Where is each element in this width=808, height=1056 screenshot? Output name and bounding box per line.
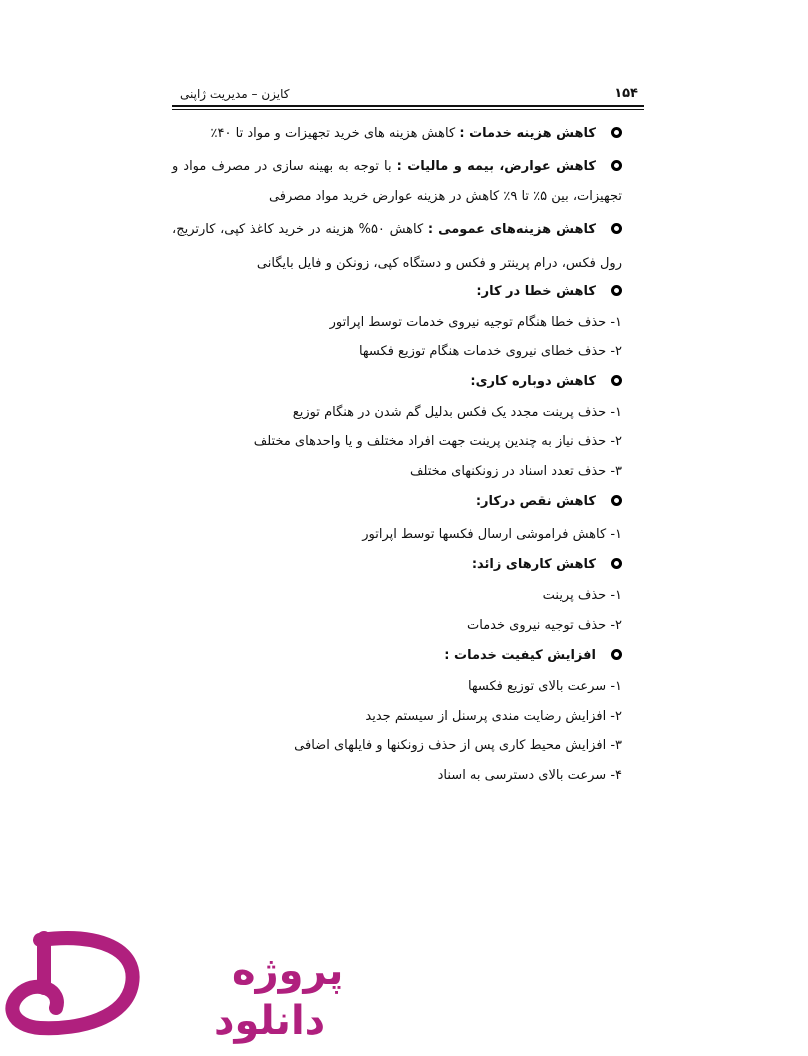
section-title: کاهش خطا در کار: [476, 284, 596, 299]
section-text-continued: رول فکس، درام پرینتر و فکس و دستگاه کپی، زونکن و فایل بایگانی [256, 256, 622, 271]
circle-bullet-icon [611, 375, 622, 386]
section-title: کاهش کارهای زائد: [471, 557, 596, 572]
section-defect-reduction [476, 491, 622, 513]
list-item: ۱- سرعت بالای توزیع فکسها [467, 679, 622, 694]
circle-bullet-icon [611, 223, 622, 234]
section-rework-reduction [470, 371, 622, 393]
running-header [172, 84, 644, 104]
section-title: کاهش دوباره کاری: [470, 374, 596, 389]
section-text: کاهش هزینه های خرید تجهیزات و مواد تا ۴۰٪ [210, 126, 456, 141]
book-title: کایزن – مدیریت ژاپنی [180, 87, 290, 101]
logo-text-bottom: دانلود [214, 998, 326, 1044]
watermark-logo [0, 926, 344, 1056]
section-fees-insurance-line [172, 156, 622, 178]
section-waste-reduction [472, 554, 622, 576]
list-item: ۱- حذف پرینت مجدد یک فکس بدلیل گم شدن در هنگام توزیع [292, 405, 622, 420]
list-item: ۱- کاهش فراموشی ارسال فکسها توسط اپراتور [362, 527, 622, 542]
section-title: کاهش هزینه خدمات : [459, 126, 596, 141]
circle-bullet-icon [611, 649, 622, 660]
logo-swoosh [12, 938, 132, 1028]
circle-bullet-icon [611, 558, 622, 569]
section-quality-improvement [444, 645, 622, 667]
circle-bullet-icon [611, 127, 622, 138]
list-item: ۱- حذف پرینت [542, 588, 622, 603]
circle-bullet-icon [611, 160, 622, 171]
header-rule-thick [172, 105, 644, 107]
header-rule-thin [172, 109, 644, 110]
section-text: با توجه به بهینه سازی در مصرف مواد و [172, 159, 392, 174]
circle-bullet-icon [611, 495, 622, 506]
section-title: کاهش هزینه‌های عمومی : [427, 222, 596, 237]
section-text-continued: تجهیزات، بین ۵٪ تا ۹٪ کاهش در هزینه عوارض خرید مواد مصرفی [268, 189, 622, 204]
list-item: ۲- حذف نیاز به چندین پرینت جهت افراد مختلف و یا واحدهای مختلف [253, 434, 622, 449]
list-item: ۳- حذف تعدد اسناد در زونکنهای مختلف [410, 464, 622, 479]
section-cost-services [211, 123, 622, 145]
circle-bullet-icon [611, 285, 622, 296]
section-text: کاهش ۵۰% هزینه در خرید کاغذ کپی، کارتریج، [172, 222, 424, 237]
list-item: ۲- حذف خطای نیروی خدمات هنگام توزیع فکسها [358, 344, 622, 359]
list-item: ۲- حذف توجیه نیروی خدمات [467, 618, 622, 633]
list-item: ۳- افزایش محیط کاری پس از حذف زونکنها و فایلهای اضافی [294, 738, 622, 753]
section-title: کاهش نقص درکار: [475, 494, 596, 509]
list-item: ۱- حذف خطا هنگام توجیه نیروی خدمات توسط اپراتور [329, 315, 622, 330]
list-item: ۲- افزایش رضایت مندی پرسنل از سیستم جدید [365, 709, 622, 724]
section-title: کاهش عوارض، بیمه و مالیات : [396, 159, 596, 174]
list-item: ۴- سرعت بالای دسترسی به اسناد [437, 768, 622, 783]
section-title: افزایش کیفیت خدمات : [444, 648, 596, 663]
page-number: ۱۵۴ [614, 86, 638, 101]
section-general-costs [172, 219, 622, 241]
logo-text-top: پروژه [232, 948, 344, 994]
section-error-reduction [476, 281, 622, 303]
